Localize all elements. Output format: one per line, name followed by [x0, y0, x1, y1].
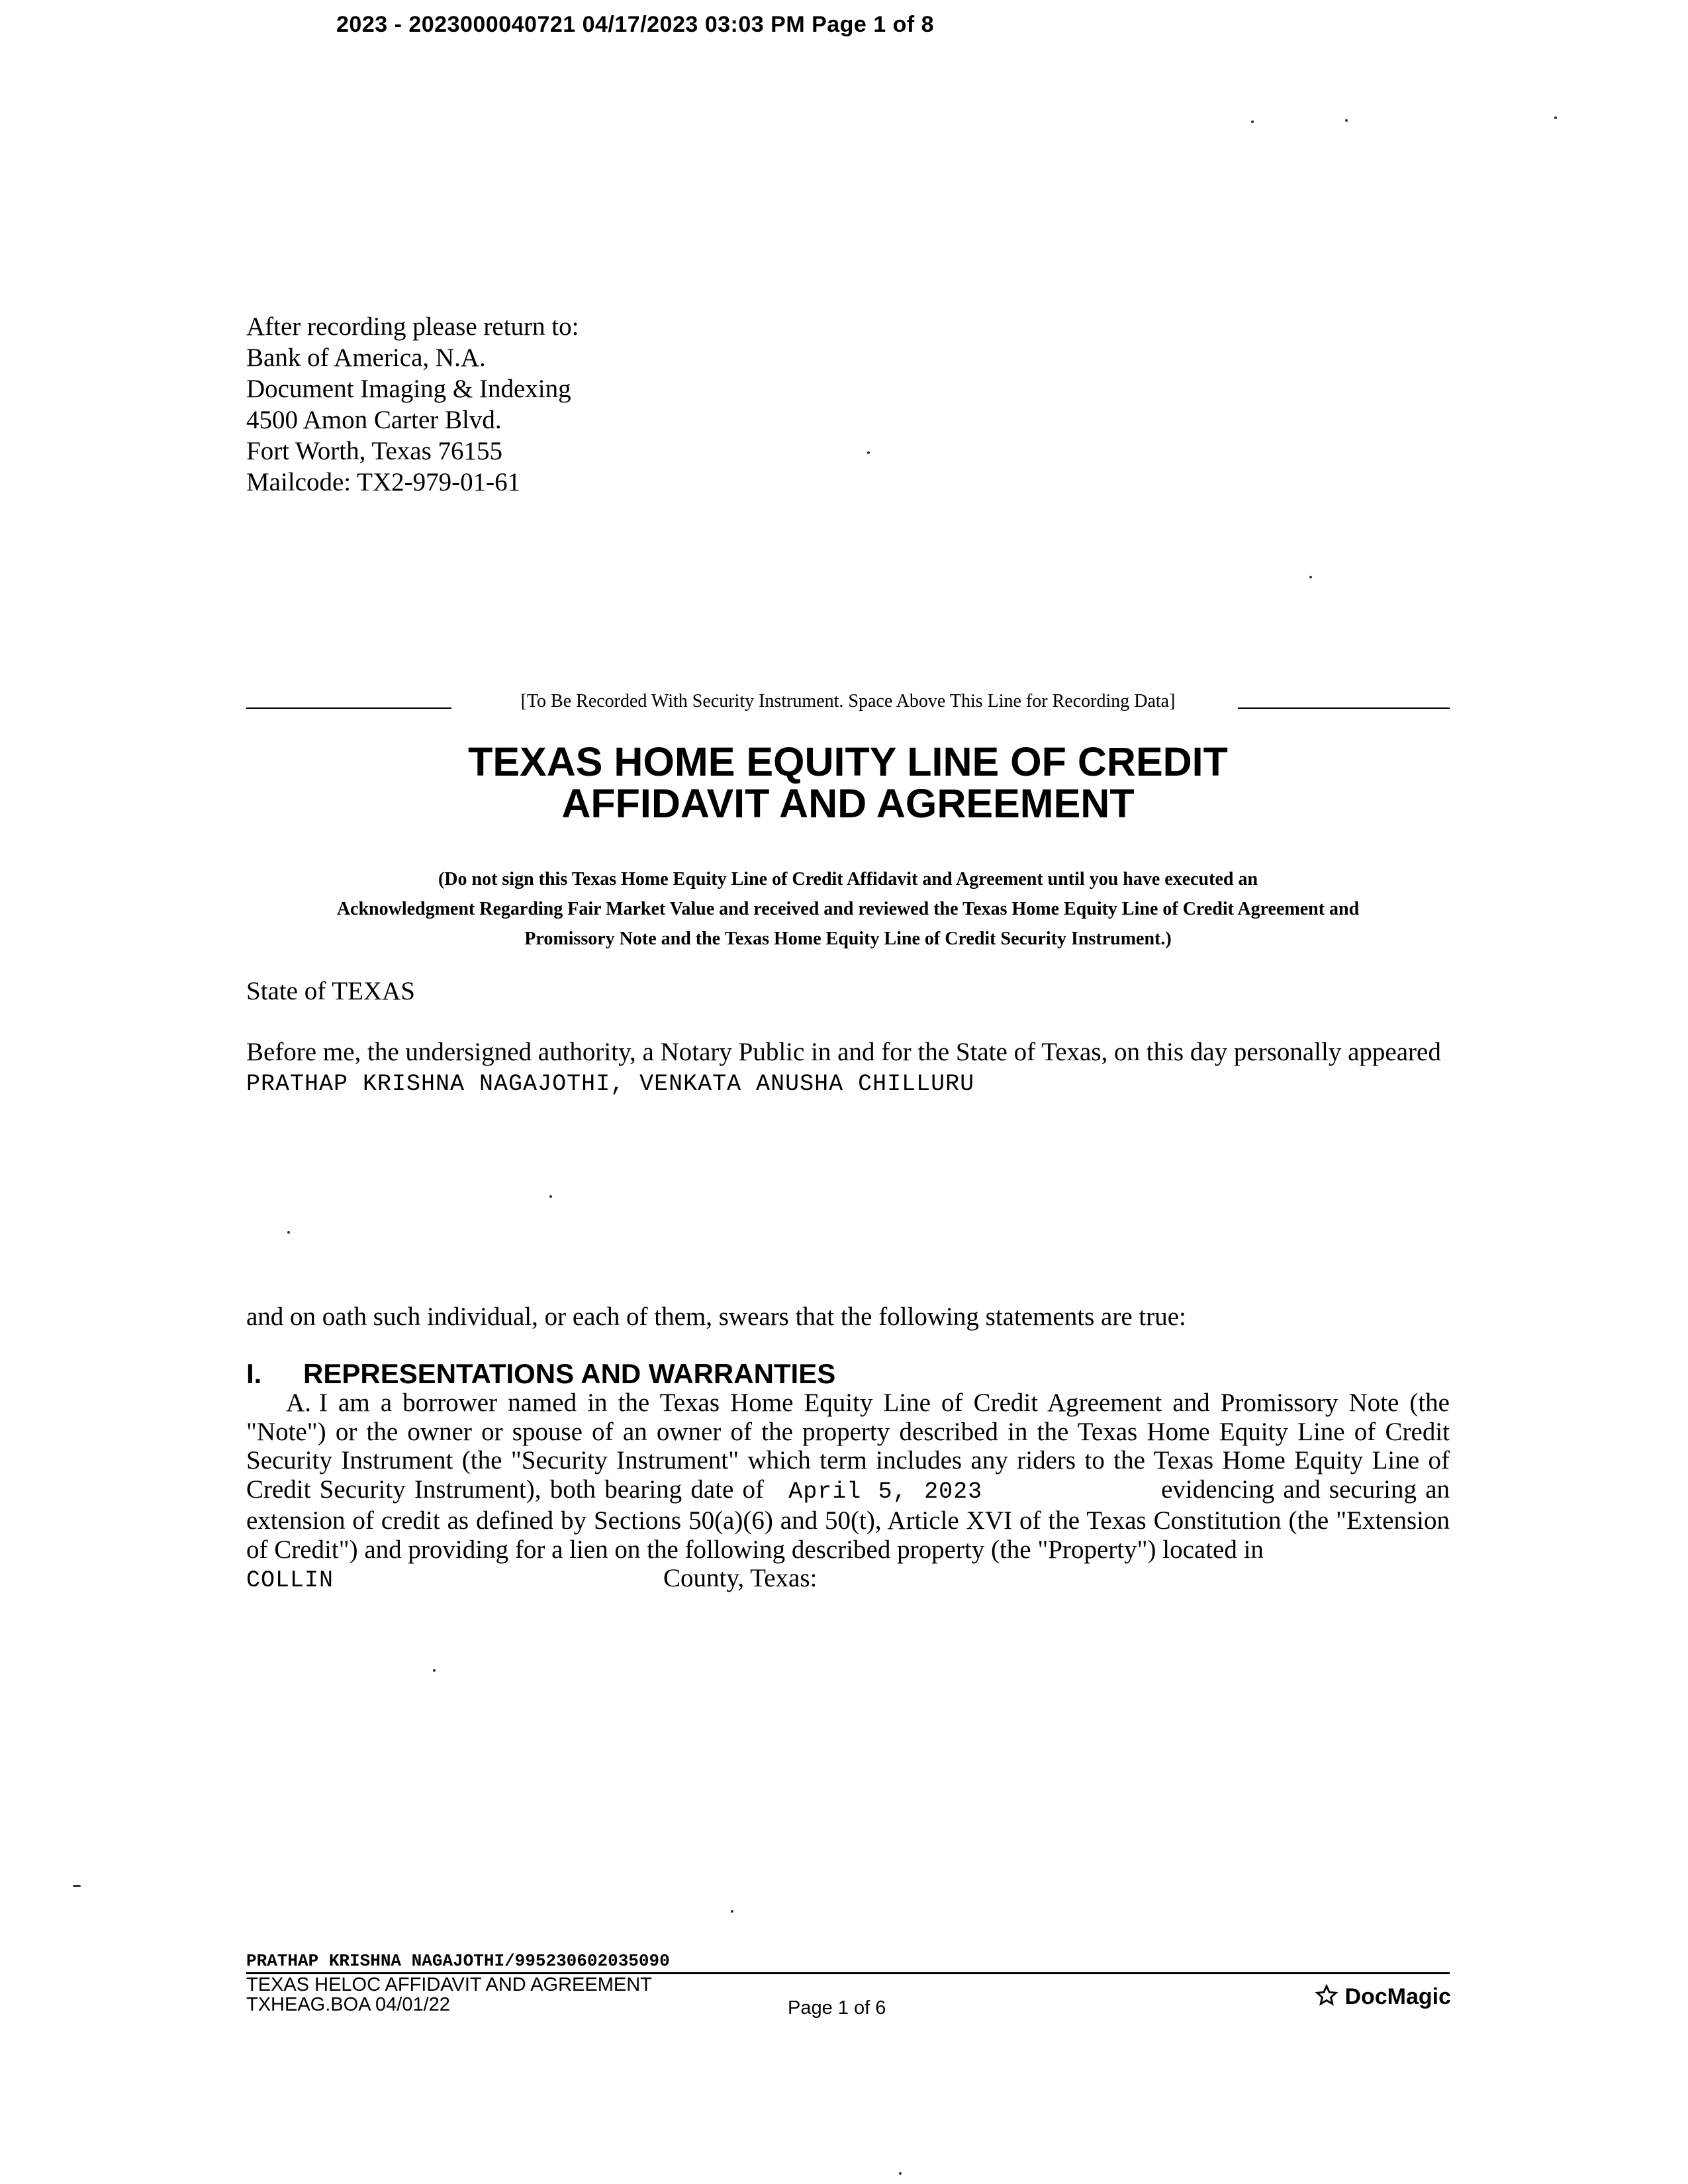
scan-speck: [899, 2172, 902, 2175]
section-heading: [246, 1358, 835, 1390]
return-address-line: 4500 Amon Carter Blvd.: [246, 406, 502, 434]
logo-text: DocMagic: [1344, 1984, 1452, 2009]
section-title: REPRESENTATIONS AND WARRANTIES: [303, 1358, 836, 1389]
paragraph-label: A.: [286, 1388, 311, 1417]
recording-data-note: [To Be Recorded With Security Instrument. Space Above This Line for Recording Data]: [520, 691, 1176, 711]
oath-statement: and on oath such individual, or each of them, swears that the following statements are true:: [246, 1302, 1186, 1331]
loan-identifier: PRATHAP KRISHNA NAGAJOTHI/995230602035090: [246, 1951, 670, 1971]
document-title-line2: AFFIDAVIT AND AGREEMENT: [561, 781, 1135, 826]
signing-instruction: [246, 864, 1450, 954]
scan-speck: [1345, 119, 1348, 122]
county-name: COLLIN: [246, 1567, 334, 1594]
form-info: [246, 1975, 652, 2015]
county-suffix: County, Texas:: [663, 1564, 818, 1592]
scan-speck: [433, 1669, 436, 1672]
scan-speck: [287, 1231, 290, 1234]
separator-rule-right: [1238, 707, 1450, 709]
appearance-statement: Before me, the undersigned authority, a Notary Public in and for the State of Texas, on this day personally appeared: [246, 1038, 1441, 1066]
separator-rule-left: [246, 707, 451, 709]
paragraph-a-text: I am a borrower named in the Texas Home Equity Line of Credit Agreement and Promissory Note (the "Note") or the owner or spouse of an owner of the property described in the Texas Home Equity Line of Credit Security Instrument (the "Security Instrument" which term includes any riders to the Texas Home Equity Line of Credit Security Instrument), both bearing date of: [246, 1388, 1450, 1504]
signing-instruction-line: Acknowledgment Regarding Fair Market Value and received and reviewed the Texas Home Equity Line of Credit Agreement and: [336, 899, 1360, 919]
paragraph-a-text-continued: evidencing and securing an extension of credit as defined by Sections 50(a)(6) and 50(t), Article XVI of the Texas Constitution (the "Extension of Credit") and providing for a lien on the following described property (the "Property") located in: [246, 1475, 1450, 1564]
docmagic-logo: [1315, 1984, 1451, 2010]
document-title-line1: TEXAS HOME EQUITY LINE OF CREDIT: [468, 739, 1228, 784]
form-code: TXHEAG.BOA 04/01/22: [246, 1994, 450, 2015]
borrower-names: PRATHAP KRISHNA NAGAJOTHI, VENKATA ANUSHA CHILLURU: [246, 1071, 975, 1097]
recording-data-separator: [246, 688, 1450, 721]
scan-speck: [1309, 576, 1312, 578]
return-address-line: Bank of America, N.A.: [246, 343, 486, 372]
recording-stamp: 2023 - 2023000040721 04/17/2023 03:03 PM Page 1 of 8: [336, 12, 935, 37]
scan-speck: [1251, 120, 1254, 123]
form-name: TEXAS HELOC AFFIDAVIT AND AGREEMENT: [246, 1974, 652, 1995]
return-address-line: Mailcode: TX2-979-01-61: [246, 468, 521, 496]
signing-instruction-line: (Do not sign this Texas Home Equity Line of Credit Affidavit and Agreement until you have executed an: [438, 869, 1258, 889]
scan-speck: [1554, 116, 1557, 119]
scan-speck: [867, 451, 870, 454]
signing-instruction-line: Promissory Note and the Texas Home Equity Line of Credit Security Instrument.): [524, 929, 1172, 949]
return-address-line: Document Imaging & Indexing: [246, 375, 571, 403]
scan-speck: [549, 1195, 552, 1198]
agreement-date: April 5, 2023: [788, 1478, 983, 1505]
scan-speck: [73, 1885, 81, 1887]
section-number: I.: [246, 1358, 262, 1389]
page-number: Page 1 of 6: [788, 1997, 886, 2019]
return-address-line: Fort Worth, Texas 76155: [246, 437, 503, 465]
star-outline-icon: [1315, 1984, 1344, 2009]
return-address-line: After recording please return to:: [246, 312, 579, 341]
scan-speck: [731, 1910, 733, 1913]
state-line: State of TEXAS: [246, 977, 415, 1005]
return-address-block: [246, 311, 579, 498]
paragraph-a: [246, 1388, 1450, 1596]
